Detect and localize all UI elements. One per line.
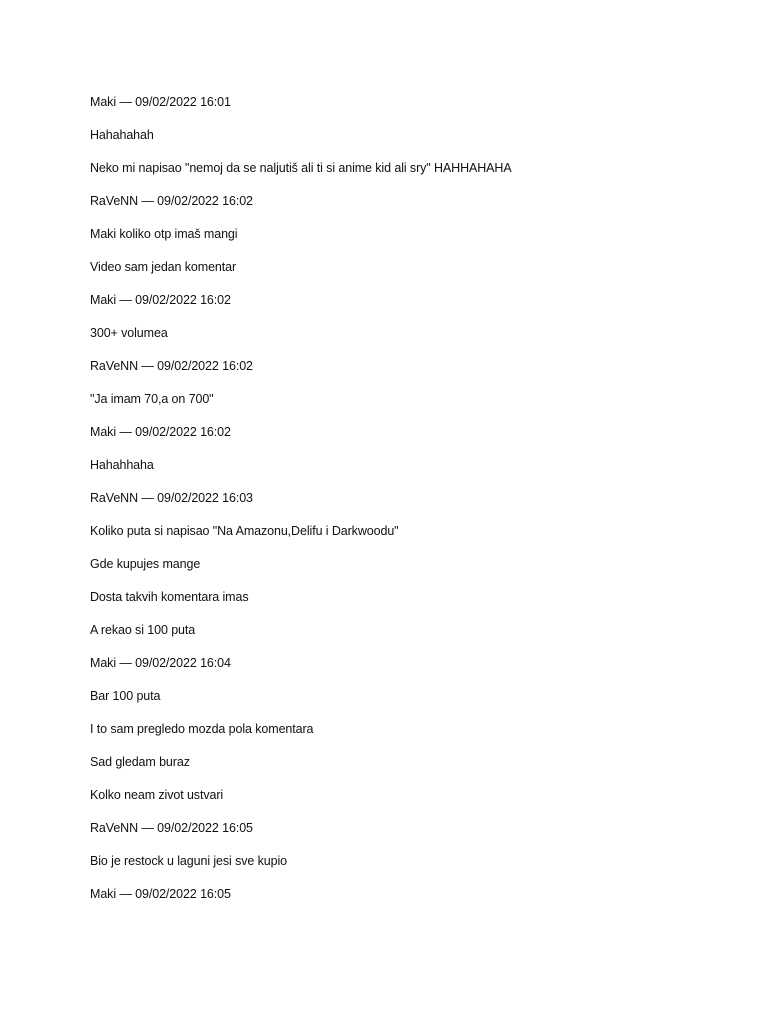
message-header: Maki — 09/02/2022 16:02 (90, 293, 231, 307)
message-header: RaVeNN — 09/02/2022 16:03 (90, 491, 253, 505)
chat-transcript (90, 93, 512, 918)
message-text: Video sam jedan komentar (90, 260, 237, 274)
message-header: Maki — 09/02/2022 16:01 (90, 95, 231, 109)
message-header: RaVeNN — 09/02/2022 16:02 (90, 359, 253, 373)
message-text: Neko mi napisao "nemoj da se naljutiš ali ti si anime kid ali sry" HAHHAHAHA (90, 161, 512, 175)
message-header: Maki — 09/02/2022 16:04 (90, 656, 231, 670)
message-text: Bio je restock u laguni jesi sve kupio (90, 854, 287, 868)
message-text: Gde kupujes mange (90, 557, 201, 571)
message-text: Bar 100 puta (90, 689, 161, 703)
message-text: Koliko puta si napisao "Na Amazonu,Delifu i Darkwoodu" (90, 524, 399, 538)
message-header: RaVeNN — 09/02/2022 16:02 (90, 194, 253, 208)
message-header: Maki — 09/02/2022 16:02 (90, 425, 231, 439)
message-header: Maki — 09/02/2022 16:05 (90, 887, 231, 901)
message-text: Hahahahah (90, 128, 154, 142)
message-text: "Ja imam 70,a on 700" (90, 392, 214, 406)
message-text: Hahahhaha (90, 458, 154, 472)
message-text: Sad gledam buraz (90, 755, 190, 769)
message-text: Maki koliko otp imaš mangi (90, 227, 238, 241)
message-text: A rekao si 100 puta (90, 623, 196, 637)
message-header: RaVeNN — 09/02/2022 16:05 (90, 821, 253, 835)
message-text: I to sam pregledo mozda pola komentara (90, 722, 314, 736)
message-text: Kolko neam zivot ustvari (90, 788, 224, 802)
message-text: 300+ volumea (90, 326, 168, 340)
message-text: Dosta takvih komentara imas (90, 590, 249, 604)
